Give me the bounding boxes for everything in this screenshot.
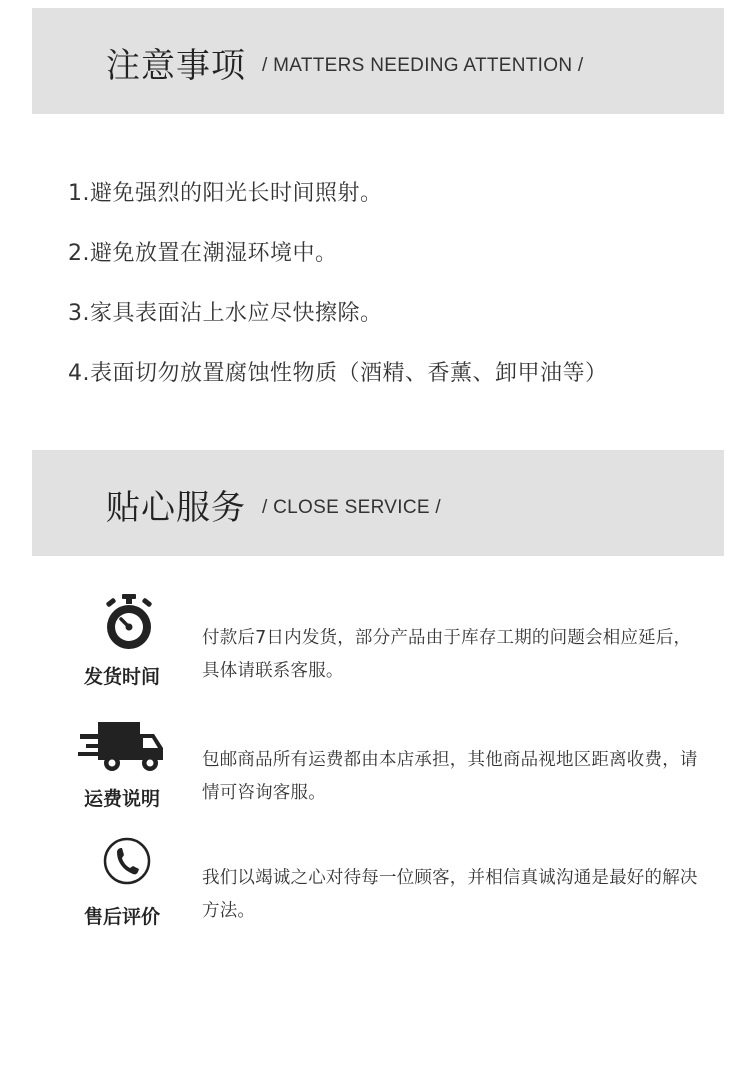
- service-description: 我们以竭诚之心对待每一位顾客，并相信真诚沟通是最好的解决方法。: [202, 868, 698, 921]
- service-banner: [32, 450, 724, 556]
- service-label: 售后评价: [84, 906, 161, 928]
- service-title: 贴心服务: [106, 488, 246, 528]
- attention-item: 3.家具表面沾上水应尽快擦除。: [68, 301, 383, 326]
- attention-item: 4.表面切勿放置腐蚀性物质（酒精、香薰、卸甲油等）: [68, 361, 608, 386]
- attention-banner: [32, 8, 724, 114]
- attention-list: [68, 176, 608, 416]
- stopwatch-icon: [96, 594, 162, 656]
- service-label: 运费说明: [84, 788, 161, 810]
- service-item-after-sales: [0, 834, 750, 944]
- delivery-truck-icon: [78, 716, 168, 778]
- attention-subtitle: / MATTERS NEEDING ATTENTION /: [262, 55, 584, 76]
- service-label: 发货时间: [84, 666, 161, 688]
- service-description: 付款后7日内发货，部分产品由于库存工期的问题会相应延后，具体请联系客服。: [202, 628, 692, 681]
- service-description: 包邮商品所有运费都由本店承担，其他商品视地区距离收费，请情可咨询客服。: [202, 750, 698, 803]
- phone-icon: [100, 834, 166, 896]
- service-item-shipping-time: [0, 594, 750, 704]
- attention-item: 1.避免强烈的阳光长时间照射。: [68, 181, 383, 206]
- attention-item: 2.避免放置在潮湿环境中。: [68, 241, 338, 266]
- attention-title: 注意事项: [106, 46, 246, 86]
- service-subtitle: / CLOSE SERVICE /: [262, 497, 441, 518]
- service-item-shipping-fee: [0, 716, 750, 826]
